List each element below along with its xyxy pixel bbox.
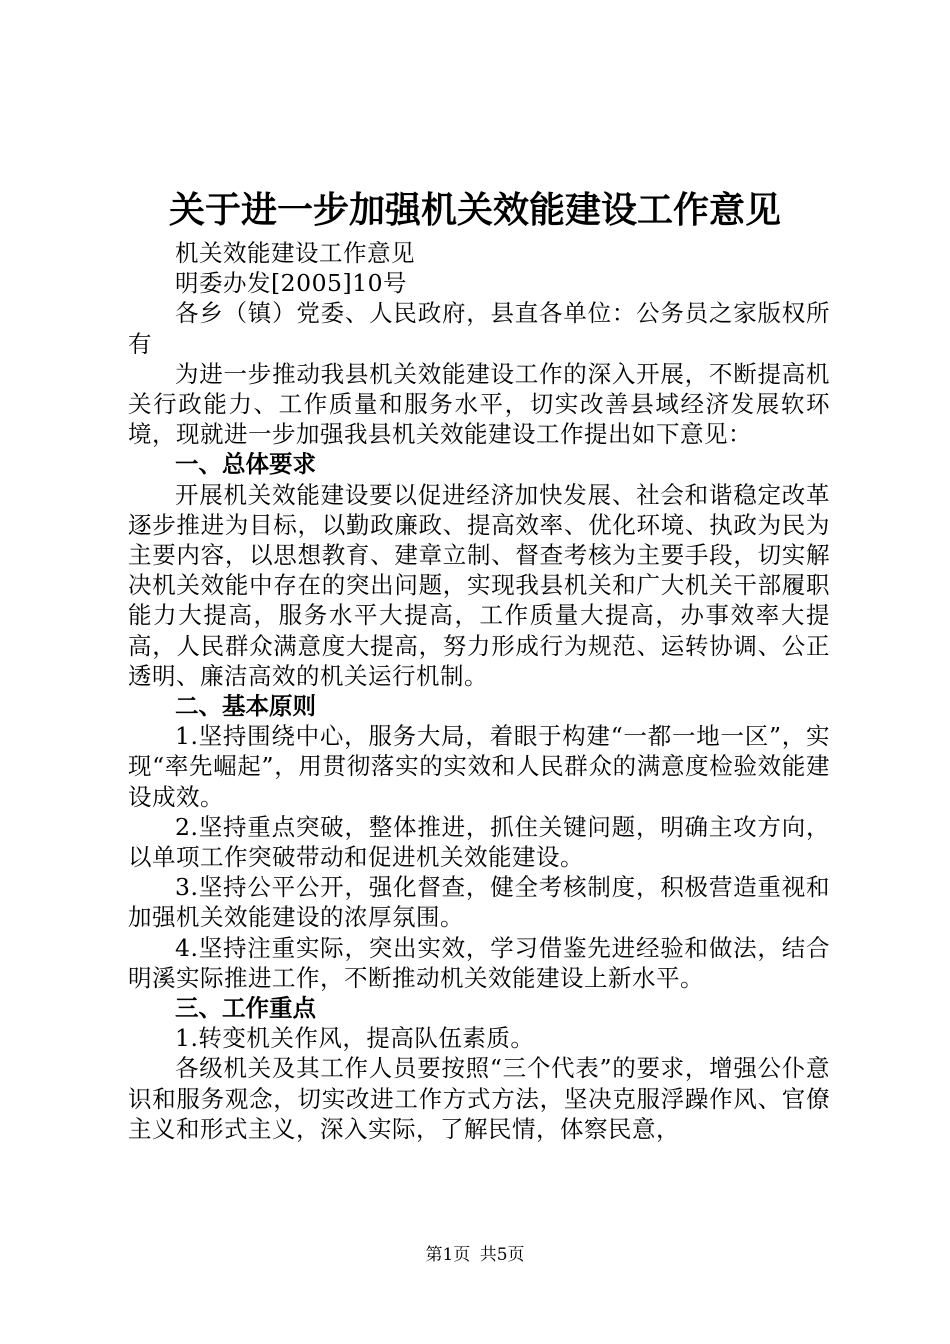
paragraph-principle-3: 3.坚持公平公开，强化督查，健全考核制度，积极营造重视和加强机关效能建设的浓厚氛围。 <box>128 873 830 932</box>
paragraph-principle-4: 4.坚持注重实际，突出实效，学习借鉴先进经验和做法，结合明溪实际推进工作，不断推动机关效能建设上新水平。 <box>128 933 830 992</box>
paragraph-subtitle: 机关效能建设工作意见 <box>175 239 415 267</box>
paragraph-focus-1: 1.转变机关作风，提高队伍素质。 <box>175 1024 535 1053</box>
document-body <box>128 238 830 1144</box>
page-number: 第1页 <box>425 1245 471 1265</box>
paragraph-principle-2: 2.坚持重点突破，整体推进，抓住关键问题，明确主攻方向，以单项工作突破带动和促进机关效能建设。 <box>128 812 830 872</box>
page-footer <box>0 1244 950 1266</box>
paragraph-principle-1: 1.坚持围绕中心，服务大局，着眼于构建“一都一地一区”，实现“率先崛起”，用贯彻落实的实效和人民群众的满意度检验效能建设成效。 <box>128 722 830 811</box>
section-heading-3: 三、工作重点 <box>175 994 316 1023</box>
paragraph-general-requirements: 开展机关效能建设要以促进经济加快发展、社会和谐稳定改革逐步推进为目标，以勤政廉政、提高效率、优化环境、执政为民为主要内容，以思想教育、建章立制、督查考核为主要手段，切实解决机关效能中存在的突出问题，实现我县机关和广大机关干部履职能力大提高，服务水平大提高，工作质量大提高，办事效率大提高，人民群众满意度大提高，努力形成行为规范、运转协调、公正透明、廉洁高效的机关运行机制。 <box>128 480 830 690</box>
page-total: 共5页 <box>479 1245 525 1265</box>
document-title: 关于进一步加强机关效能建设工作意见 <box>168 189 781 231</box>
paragraph-doc-number: 明委办发[2005]10号 <box>175 269 408 298</box>
section-heading-1: 一、总体要求 <box>175 450 316 479</box>
paragraph-focus-1-detail: 各级机关及其工作人员要按照“三个代表”的要求，增强公仆意识和服务观念，切实改进工作方式方法，坚决克服浮躁作风、官僚主义和形式主义，深入实际，了解民情，体察民意， <box>128 1054 830 1143</box>
section-heading-2: 二、基本原则 <box>175 692 316 721</box>
paragraph-addressee: 各乡（镇）党委、人民政府，县直各单位：公务员之家版权所有 <box>128 299 830 358</box>
paragraph-intro: 为进一步推动我县机关效能建设工作的深入开展，不断提高机关行政能力、工作质量和服务水平，切实改善县域经济发展软环境，现就进一步加强我县机关效能建设工作提出如下意见： <box>128 359 830 449</box>
